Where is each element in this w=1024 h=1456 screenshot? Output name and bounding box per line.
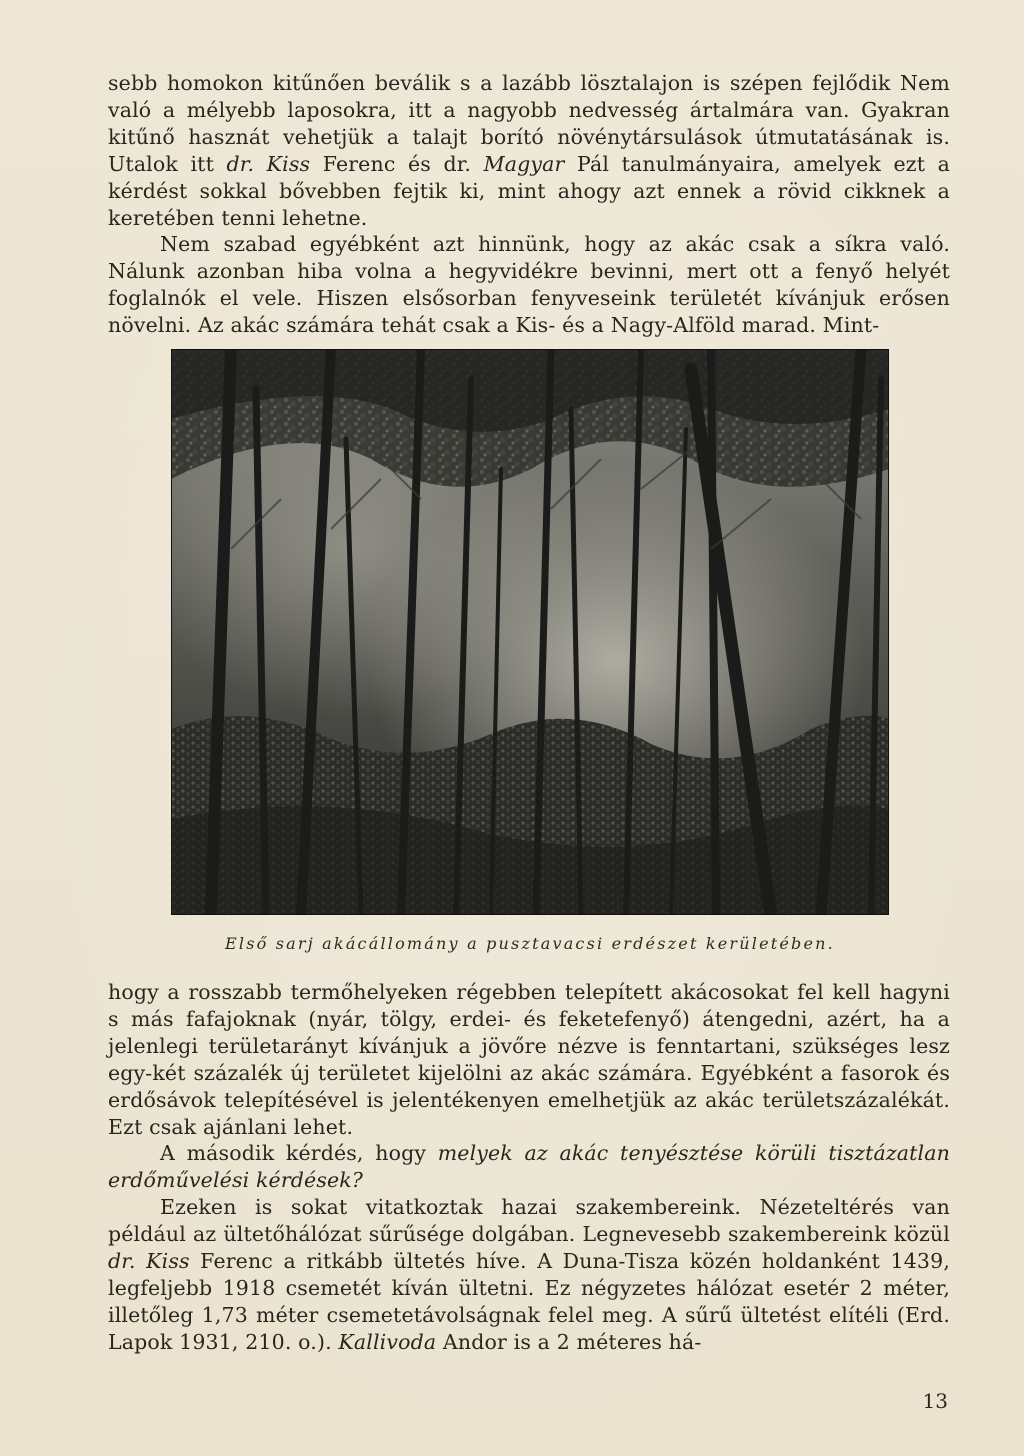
paragraph: hogy a rosszabb termőhelyeken régebben telepített akácosokat fel kell hagyni s más fafajoknak (nyár, tölgy, erdei- és feketefenyő) átengedni, azért, ha a jelenlegi területarányt kívánjuk a jövőre nézve is fenntartani, szükséges lesz egy-két százalék új területet kijelölni az akác számára. Egyébként a fasorok és erdősávok telepítésével is jelentékenyen emelhetjük az akác területszázalékát. Ezt csak ajánlani lehet.	[108, 980, 950, 1139]
forest-photo-illustration	[171, 349, 889, 915]
figure-caption: Első sarj akácállomány a pusztavacsi erdészet kerületében.	[225, 934, 835, 953]
forest-photograph	[171, 349, 889, 915]
paragraph: A második kérdés, hogy melyek az akác tenyésztése körüli tisztázatlan erdőművelési kérdések?	[108, 1141, 950, 1193]
paragraph: sebb homokon kitűnően beválik s a lazább lösztalajon is szépen fejlődik Nem való a mélyebb laposokra, itt a nagyobb nedvesség ártalmára van. Gyakran kitűnő hasznát vehetjük a talajt borító növénytársulások útmutatásának is. Utalok itt dr. Kiss Ferenc és dr. Magyar Pál tanulmányaira, amelyek ezt a kérdést sokkal bővebben fejtik ki, mint ahogy azt ennek a rövid cikknek a keretében tenni lehetne.	[108, 71, 950, 230]
bottom-text-block	[108, 979, 950, 1356]
page-number: 13	[922, 1389, 948, 1413]
paragraph: Nem szabad egyébként azt hinnünk, hogy az akác csak a síkra való. Nálunk azonban hiba volna a hegyvidékre bevinni, mert ott a fenyő helyét foglalnók el vele. Hiszen elsősorban fenyveseink területét kívánjuk erősen növelni. Az akác számára tehát csak a Kis- és a Nagy-Alföld marad. Mint-	[108, 232, 950, 338]
paragraph: Ezeken is sokat vitatkoztak hazai szakembereink. Nézeteltérés van például az ültetőhálózat sűrűsége dolgában. Legnevesebb szakembereink közül dr. Kiss Ferenc a ritkább ültetés híve. A Duna-Tisza közén holdanként 1439, legfeljebb 1918 csemetét kíván ültetni. Ez négyzetes hálózat esetér 2 méter, illetőleg 1,73 méter csemetetávolságnak felel meg. A sűrű ültetést elítéli (Erd. Lapok 1931, 210. o.). Kallivoda Andor is a 2 méteres há-	[108, 1195, 950, 1354]
top-text-block	[108, 70, 950, 339]
